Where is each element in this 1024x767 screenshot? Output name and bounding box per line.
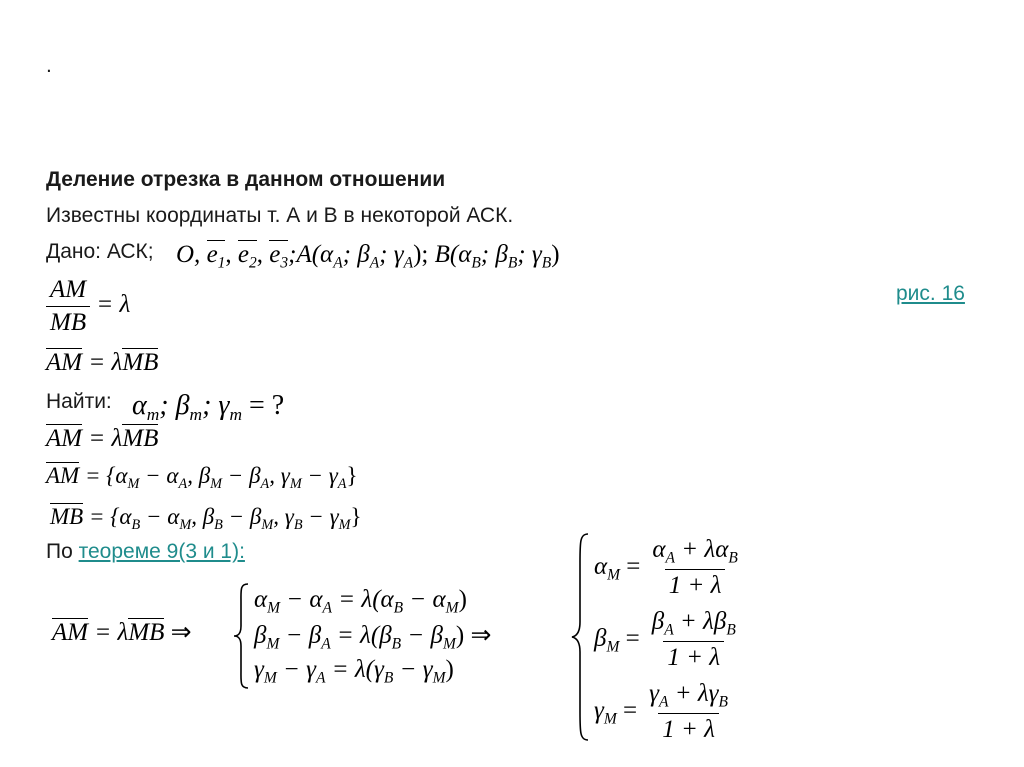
vector-equation-2: AM = λMB bbox=[46, 425, 159, 452]
vector-equation: AM = λMB bbox=[46, 349, 159, 376]
system2-row-gamma: $\gamma_M$ = $\frac{\gamma_A + \lambda\gamma_B}{1 + \lambda}$ bbox=[594, 680, 728, 744]
system1-row-beta: $\beta_M - \beta_A = \lambda(\beta_B - \beta_M)$ ⇒ bbox=[254, 622, 492, 653]
am-coordinates: AM = {$\alpha_M - \alpha_A$, $\beta_M - \beta_A$, $\gamma_M - \gamma_A$} bbox=[46, 463, 358, 492]
system1-row-alpha: $\alpha_M - \alpha_A = \lambda(\alpha_B - \alpha_M)$ bbox=[254, 586, 467, 617]
given-label: Дано: АСК; bbox=[46, 240, 154, 263]
find-formula: $\alpha_m$; $\beta_m$; $\gamma_m$ = ? bbox=[132, 390, 285, 425]
by-theorem-line: По теореме 9(3 и 1): bbox=[46, 540, 245, 563]
theorem-link[interactable]: теореме 9(3 и 1): bbox=[78, 540, 245, 563]
system1-row-gamma: $\gamma_M - \gamma_A = \lambda(\gamma_B - \gamma_M)$ bbox=[254, 656, 454, 687]
system-lhs: AM = λMB ⇒ bbox=[52, 619, 192, 646]
system2-row-alpha: $\alpha_M$ = $\frac{\alpha_A + \lambda\alpha_B}{1 + \lambda}$ bbox=[594, 536, 738, 600]
ratio-formula: $\frac{AM}{MB}$ = λ bbox=[46, 276, 130, 337]
section-title: Деление отрезка в данном отношении bbox=[46, 168, 446, 191]
figure-link[interactable]: рис. 16 bbox=[896, 282, 965, 305]
left-brace-icon bbox=[232, 582, 252, 690]
big-left-brace-icon bbox=[570, 532, 592, 742]
known-text: Известны координаты т. А и В в некоторой АСК. bbox=[46, 204, 514, 227]
dot-marker: . bbox=[46, 54, 52, 77]
mb-coordinates: MB = {$\alpha_B - \alpha_M$, $\beta_B - \beta_M$, $\gamma_B - \gamma_M$} bbox=[50, 504, 362, 533]
system2-row-beta: $\beta_M$ = $\frac{\beta_A + \lambda\beta_B}{1 + \lambda}$ bbox=[594, 608, 736, 672]
find-label: Найти: bbox=[46, 390, 112, 413]
given-formula: O, $e_1$, $e_2$, $e_3;A(\alpha_A$; $\beta_A$; $\gamma_A$); $B(\alpha_B$; $\beta_B$; $\gamma_B$) bbox=[176, 241, 560, 272]
